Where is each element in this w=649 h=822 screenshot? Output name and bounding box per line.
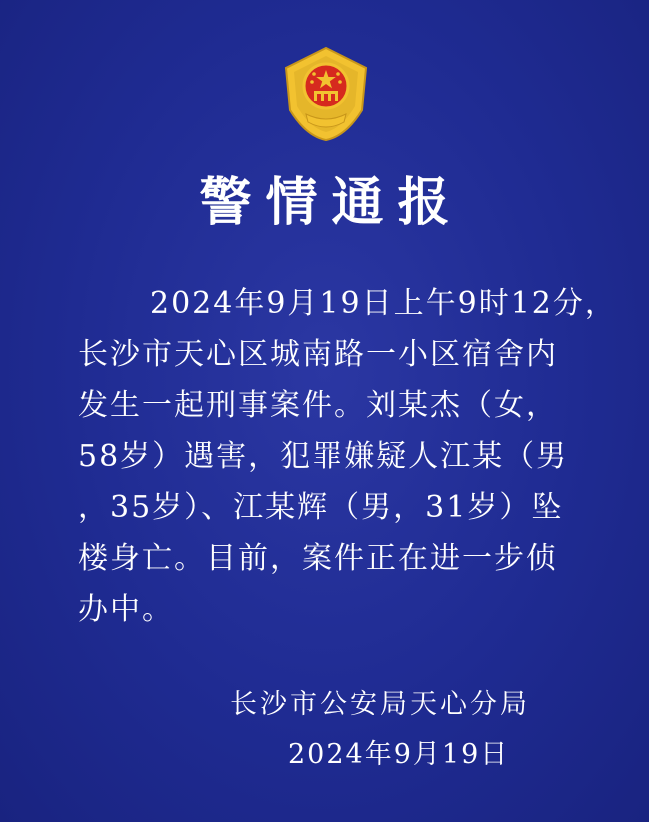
notice-title: 警情通报 [199,173,464,233]
body-line: 2024年9月19日上午9时12分， [150,286,617,321]
body-line: ，35岁）、江某辉（男，31岁）坠 [78,490,564,525]
police-emblem-icon [276,44,376,144]
signature-org: 长沙市公安局天心分局 [230,689,530,720]
body-line: 长沙市天心区城南路一小区宿舍内 [78,337,558,372]
body-line: 发生一起刑事案件。刘某杰（女， [78,388,558,423]
notice-body [78,278,617,635]
body-line: 办中。 [78,592,174,627]
body-line: 楼身亡。目前，案件正在进一步侦 [78,541,558,576]
body-line: 58岁）遇害，犯罪嫌疑人江某（男 [78,439,569,474]
signature-block [230,680,590,780]
signature-date: 2024年9月19日 [288,739,510,770]
